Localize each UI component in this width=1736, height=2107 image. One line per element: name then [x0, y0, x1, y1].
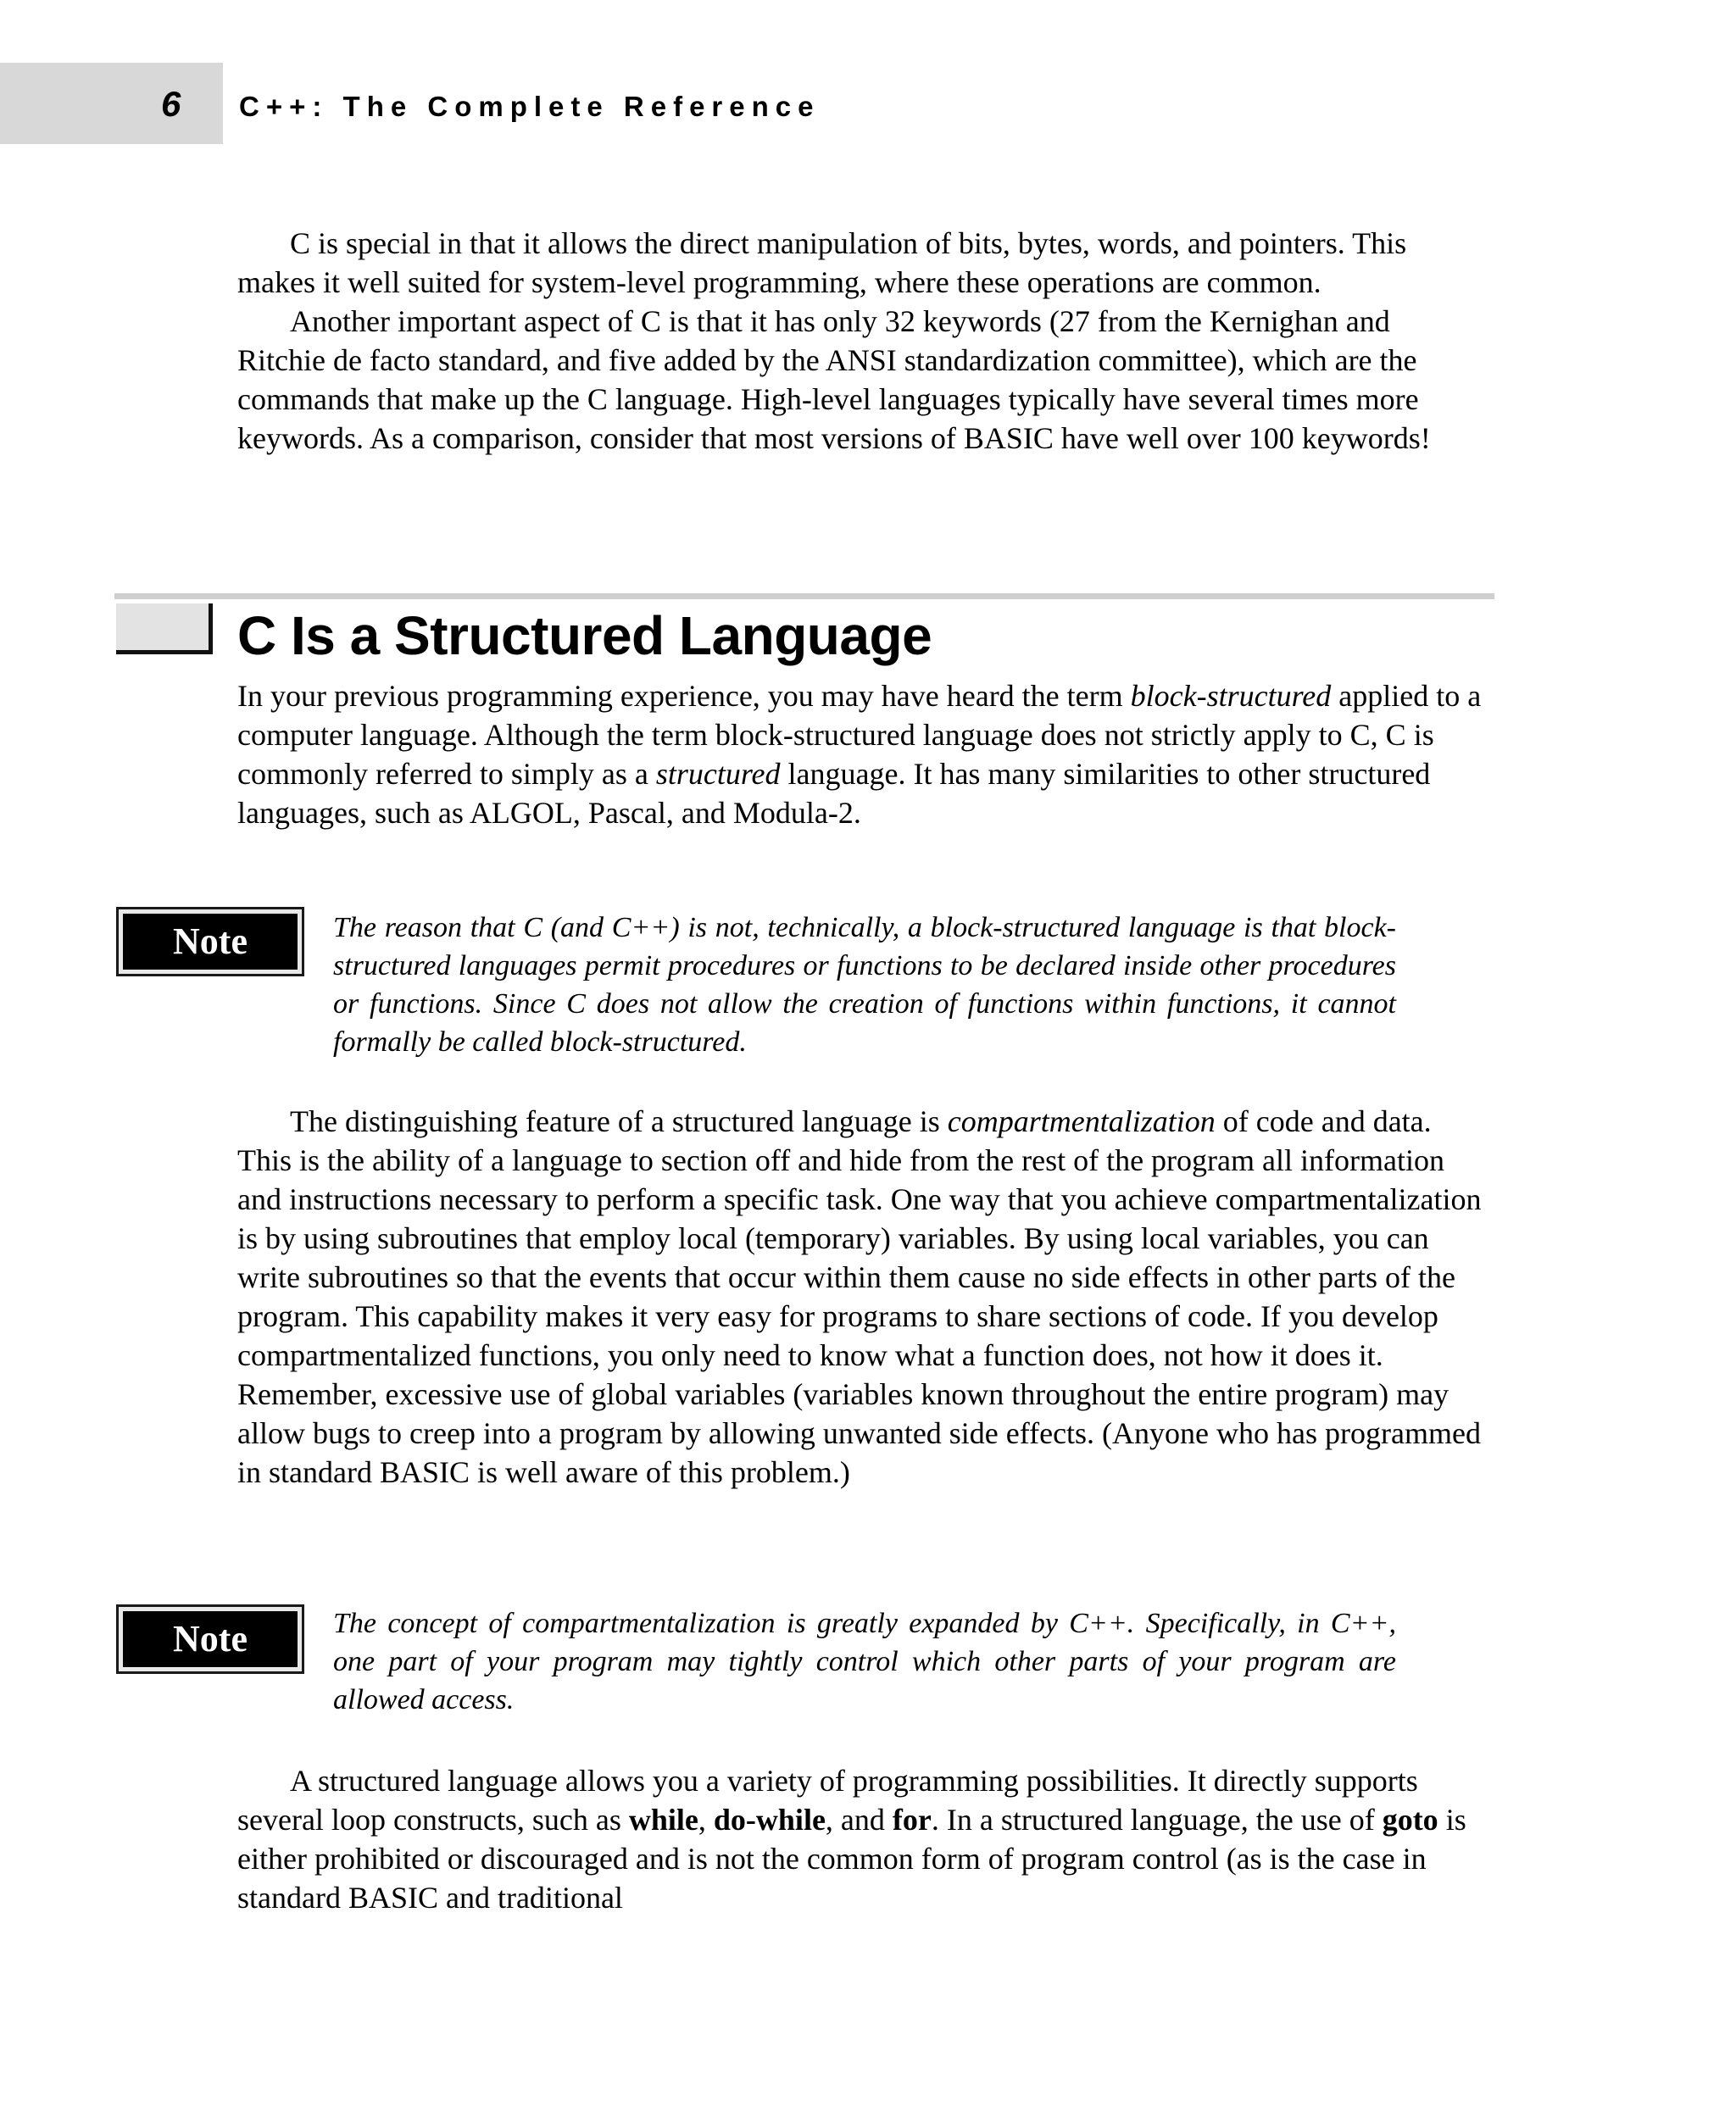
text-run: , and: [825, 1803, 893, 1837]
text-run: . In a structured language, the use of: [931, 1803, 1383, 1837]
note-paragraph: The reason that C (and C++) is not, technically, a block-structured language is that block-structured languages permit procedures or functions to be declared inside other procedures or functions. Since C does not allow the creation of functions within functions, it cannot formally be called block-structured.: [333, 912, 1396, 1058]
intro-text: [237, 224, 1483, 458]
term-block-structured: block-structured: [1130, 679, 1332, 713]
keyword-goto: goto: [1382, 1803, 1438, 1837]
keyword-do-while: do-while: [713, 1803, 826, 1837]
text-run: The distinguishing feature of a structured language is: [290, 1104, 948, 1138]
keyword-for: for: [892, 1803, 932, 1837]
text-run: of code and data. This is the ability of a language to section off and hide from the rest of the program all information and instructions necessary to perform a specific task. One way that you achieve compartmentalization is by using subroutines that employ local (temporary) variables. By using local variables, you can write subroutines so that the events that occur within them cause no side effects in other parts of the program. This capability makes it very easy for programs to share sections of code. If you develop compartmentalized functions, you only need to know what a function does, not how it does it. Remember, excessive use of global variables (variables known throughout the entire program) may allow bugs to creep into a program by allowing unwanted side effects. (Anyone who has programmed in standard BASIC is well aware of this problem.): [237, 1104, 1482, 1489]
note-paragraph: The concept of compartmentalization is greatly expanded by C++. Specifically, in C++, one part of your program may tightly control which other parts of your program are allowed access.: [333, 1608, 1396, 1715]
note-badge-2: [116, 1604, 304, 1674]
text-run: applied to a computer language. Although the term block-structured language does not strictly apply to C, C is commonly referred to simply as a: [237, 679, 1482, 791]
text-run: ,: [698, 1803, 714, 1837]
text-run: is either prohibited or discouraged and is not the common form of program control (as is the case in standard BASIC and traditional: [237, 1803, 1466, 1915]
keyword-while: while: [628, 1803, 698, 1837]
section-paragraph-2: [237, 1102, 1483, 1492]
section-paragraph-1: [237, 676, 1483, 832]
running-head: C++: The Complete Reference: [239, 91, 821, 122]
note-text-2: [333, 1604, 1396, 1719]
section-paragraph-3: [237, 1761, 1483, 1917]
section-marker: [116, 603, 213, 654]
note-label: Note: [123, 914, 298, 970]
text-run: In your previous programming experience, you may have heard the term: [237, 679, 1131, 713]
section-title: C Is a Structured Language: [237, 605, 932, 666]
note-label: Note: [123, 1611, 298, 1667]
intro-paragraph-1: C is special in that it allows the direct manipulation of bits, bytes, words, and pointers. This makes it well suited for system-level programming, where these operations are common.: [237, 226, 1407, 299]
section-rule: [114, 593, 1494, 599]
note-text-1: [333, 909, 1396, 1061]
text-run: A structured language allows you a variety of programming possibilities. It directly supports several loop constructs, such as: [237, 1764, 1418, 1837]
term-structured: structured: [655, 757, 781, 791]
page-number: 6: [161, 84, 181, 124]
text-run: language. It has many similarities to other structured languages, such as ALGOL, Pascal, and Modula-2.: [237, 757, 1431, 830]
note-badge-1: [116, 907, 304, 976]
intro-paragraph-2: Another important aspect of C is that it has only 32 keywords (27 from the Kernighan and Ritchie de facto standard, and five added by the ANSI standardization committee), which are the commands that make up the C language. High-level languages typically have several times more keywords. As a comparison, consider that most versions of BASIC have well over 100 keywords!: [237, 304, 1431, 455]
term-compartmentalization: compartmentalization: [947, 1104, 1216, 1138]
